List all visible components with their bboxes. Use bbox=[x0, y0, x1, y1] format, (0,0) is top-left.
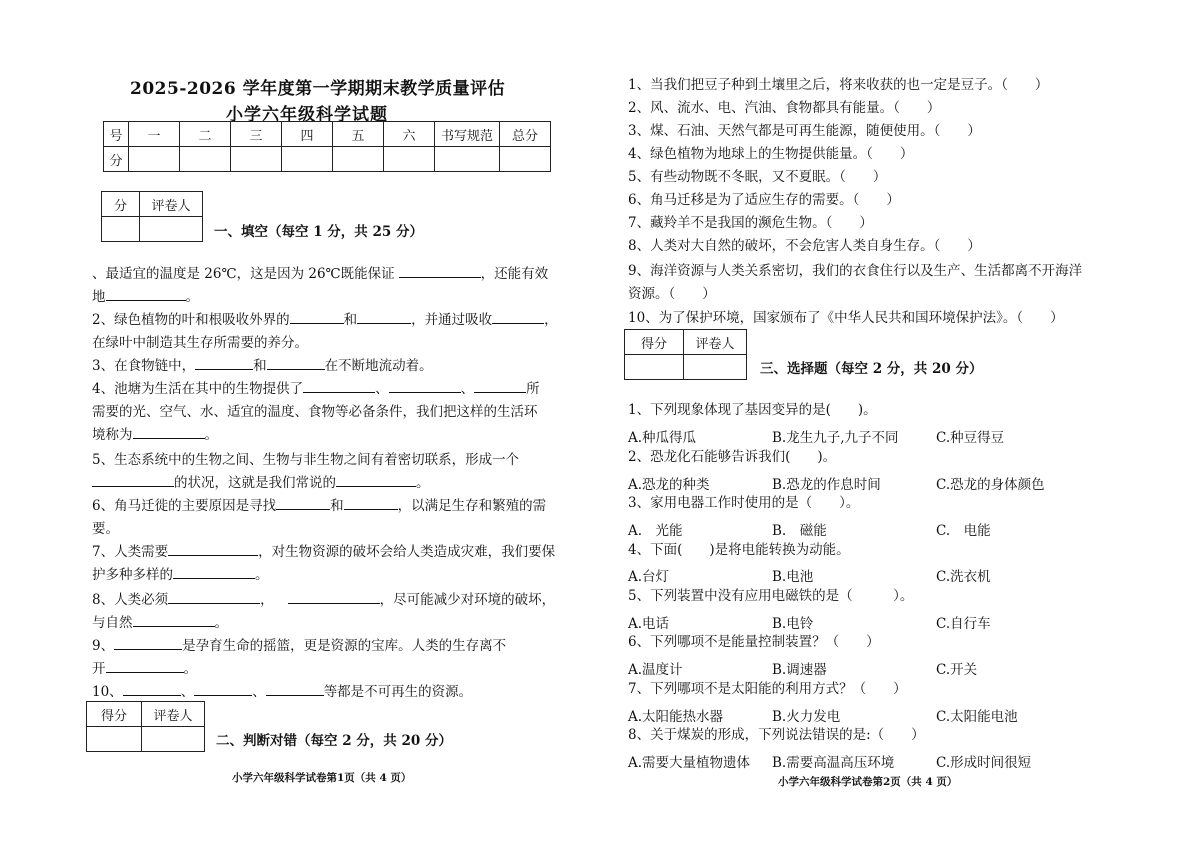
answer-blank[interactable] bbox=[106, 658, 184, 673]
answer-blank[interactable] bbox=[290, 309, 344, 324]
answer-blank[interactable] bbox=[336, 472, 416, 487]
grader-label: 评卷人 bbox=[140, 192, 203, 217]
judge-question-8: 8、人类对大自然的破坏，不会危害人类自身生存。（ ） bbox=[628, 238, 981, 254]
grader-label: 评卷人 bbox=[684, 330, 747, 355]
choice-option-b[interactable]: B.电池 bbox=[772, 569, 814, 585]
score-cell[interactable] bbox=[384, 147, 435, 172]
fill-question-7: 7、人类需要 ，对生物资源的破坏会给人类造成灾难，我们要保 bbox=[92, 541, 555, 563]
score-col-writing: 书写规范 bbox=[435, 122, 500, 147]
fill-question-5: 5、生态系统中的生物之间、生物与非生物之间有着密切联系，形成一个 bbox=[92, 452, 520, 468]
choice-question-3: 3、家用电器工作时使用的是（ ）。 bbox=[628, 495, 860, 511]
judge-question-5: 5、有些动物既不冬眠，又不夏眠。（ ） bbox=[628, 169, 887, 185]
choice-option-b[interactable]: B.需要高温高压环境 bbox=[772, 755, 895, 771]
answer-blank[interactable] bbox=[389, 378, 461, 393]
choice-option-a[interactable]: A.恐龙的种类 bbox=[628, 477, 710, 493]
answer-blank[interactable] bbox=[92, 472, 174, 487]
choice-question-7: 7、下列哪项不是太阳能的利用方式？（ ） bbox=[628, 681, 907, 697]
score-cell[interactable] bbox=[180, 147, 231, 172]
judge-question-2: 2、风、流水、电、汽油、食物都具有能量。（ ） bbox=[628, 100, 941, 116]
grader-box-1 bbox=[101, 191, 203, 242]
answer-blank[interactable] bbox=[194, 681, 252, 696]
choice-option-c[interactable]: C.自行车 bbox=[936, 616, 991, 632]
score-table-value-row bbox=[104, 147, 551, 172]
choice-option-c[interactable]: C.洗衣机 bbox=[936, 569, 991, 585]
score-col-1: 一 bbox=[129, 122, 180, 147]
answer-blank[interactable] bbox=[357, 309, 411, 324]
grader-score-cell[interactable] bbox=[625, 355, 684, 380]
choice-question-5: 5、下列装置中没有应用电磁铁的是（ ）。 bbox=[628, 588, 914, 604]
grader-score-label: 分 bbox=[102, 192, 140, 217]
answer-blank[interactable] bbox=[195, 355, 253, 370]
fill-question-6: 6、角马迁徙的主要原因是寻找 和 ，以满足生存和繁殖的需 bbox=[92, 495, 546, 517]
judge-question-10: 10、为了保护环境，国家颁布了《中华人民共和国环境保护法》。（ ） bbox=[628, 310, 1064, 326]
answer-blank[interactable] bbox=[276, 495, 330, 510]
answer-blank[interactable] bbox=[399, 263, 481, 278]
choice-option-a[interactable]: A.台灯 bbox=[628, 569, 670, 585]
score-col-4: 四 bbox=[282, 122, 333, 147]
score-cell[interactable] bbox=[129, 147, 180, 172]
choice-option-a[interactable]: A.种瓜得瓜 bbox=[628, 430, 697, 446]
fill-question-10: 10、 、 、 等都是不可再生的资源。 bbox=[92, 681, 472, 703]
exam-title: 2025-2026 学年度第一学期期末教学质量评估 bbox=[130, 79, 506, 99]
score-col-6: 六 bbox=[384, 122, 435, 147]
answer-blank[interactable] bbox=[133, 612, 215, 627]
score-summary-table bbox=[103, 121, 551, 172]
score-col-2: 二 bbox=[180, 122, 231, 147]
grader-score-cell[interactable] bbox=[87, 727, 142, 752]
fill-question-4-end: 境称为 。 bbox=[92, 424, 218, 446]
grader-name-cell[interactable] bbox=[140, 217, 203, 242]
exam-subtitle: 小学六年级科学试题 bbox=[226, 105, 388, 125]
score-col-total: 总分 bbox=[500, 122, 551, 147]
score-cell[interactable] bbox=[500, 147, 551, 172]
score-cell[interactable] bbox=[435, 147, 500, 172]
answer-blank[interactable] bbox=[303, 378, 375, 393]
score-col-label: 号 bbox=[104, 122, 129, 147]
fill-question-1: 、最适宜的温度是 26℃，这是因为 26℃既能保证 ，还能有效 bbox=[92, 263, 548, 285]
fill-question-4-cont: 需要的光、空气、水、适宜的温度、食物等必备条件，我们把这样的生活环 bbox=[92, 404, 538, 420]
answer-blank[interactable] bbox=[492, 309, 544, 324]
fill-question-8: 8、人类必须 ， ，尽可能减少对环境的破坏， bbox=[92, 589, 555, 611]
fill-question-4: 4、池塘为生活在其中的生物提供了 、 、 所 bbox=[92, 378, 540, 400]
judge-question-9: 9、海洋资源与人类关系密切，我们的衣食住行以及生产、生活都离不开海洋 bbox=[628, 263, 1083, 279]
fill-question-8-cont: 与自然 。 bbox=[92, 612, 228, 634]
choice-option-b[interactable]: B.恐龙的作息时间 bbox=[772, 477, 881, 493]
choice-option-a[interactable]: A.太阳能热水器 bbox=[628, 709, 724, 725]
answer-blank[interactable] bbox=[123, 681, 181, 696]
choice-question-2: 2、恐龙化石能够告诉我们( )。 bbox=[628, 449, 837, 465]
score-cell[interactable] bbox=[231, 147, 282, 172]
answer-blank[interactable] bbox=[344, 495, 398, 510]
fill-question-9-cont: 开 。 bbox=[92, 658, 197, 680]
answer-blank[interactable] bbox=[288, 589, 380, 604]
choice-option-a[interactable]: A.需要大量植物遗体 bbox=[628, 755, 751, 771]
choice-option-c[interactable]: C.太阳能电池 bbox=[936, 709, 1018, 725]
exam-page-2 bbox=[600, 0, 1200, 849]
choice-question-8: 8、关于煤炭的形成，下列说法错误的是:（ ） bbox=[628, 727, 925, 743]
score-cell[interactable] bbox=[333, 147, 384, 172]
judge-question-7: 7、藏羚羊不是我国的濒危生物。（ ） bbox=[628, 215, 873, 231]
answer-blank[interactable] bbox=[114, 635, 182, 650]
grader-name-cell[interactable] bbox=[142, 727, 205, 752]
choice-option-c[interactable]: C.种豆得豆 bbox=[936, 430, 1005, 446]
score-col-5: 五 bbox=[333, 122, 384, 147]
choice-option-b[interactable]: B. 磁能 bbox=[772, 523, 827, 539]
choice-option-b[interactable]: B.调速器 bbox=[772, 662, 827, 678]
answer-blank[interactable] bbox=[266, 681, 324, 696]
choice-question-4: 4、下面( )是将电能转换为动能。 bbox=[628, 542, 850, 558]
grader-score-cell[interactable] bbox=[102, 217, 140, 242]
answer-blank[interactable] bbox=[106, 286, 186, 301]
judge-question-3: 3、煤、石油、天然气都是可再生能源，随便使用。（ ） bbox=[628, 123, 981, 139]
fill-question-2-cont: 在绿叶中制造其生存所需要的养分。 bbox=[92, 335, 308, 351]
judge-question-1: 1、当我们把豆子种到土壤里之后，将来收获的也一定是豆子。（ ） bbox=[628, 77, 1049, 93]
page-footer: 小学六年级科学试卷第1页（共 4 页） bbox=[232, 772, 412, 784]
fill-question-2: 2、绿色植物的叶和根吸收外界的 和 ，并通过吸收 ， bbox=[92, 309, 558, 331]
answer-blank[interactable] bbox=[173, 564, 255, 579]
grader-score-label: 得分 bbox=[87, 702, 142, 727]
choice-option-b[interactable]: B.龙生九子,九子不同 bbox=[772, 430, 899, 446]
grader-box-2 bbox=[86, 701, 205, 752]
fill-question-6-cont: 要。 bbox=[92, 521, 119, 537]
choice-option-c[interactable]: C.开关 bbox=[936, 662, 978, 678]
judge-question-6: 6、角马迁移是为了适应生存的需要。（ ） bbox=[628, 192, 900, 208]
page-footer: 小学六年级科学试卷第2页（共 4 页） bbox=[778, 776, 958, 788]
answer-blank[interactable] bbox=[133, 424, 205, 439]
fill-question-5-cont: 的状况，这就是我们常说的 。 bbox=[92, 472, 430, 494]
choice-option-c[interactable]: C.形成时间很短 bbox=[936, 755, 1032, 771]
choice-option-b[interactable]: B.火力发电 bbox=[772, 709, 841, 725]
fill-question-7-cont: 护多种多样的 。 bbox=[92, 564, 269, 586]
grader-label: 评卷人 bbox=[142, 702, 205, 727]
fill-question-3: 3、在食物链中， 和 在不断地流动着。 bbox=[92, 355, 433, 377]
answer-blank[interactable] bbox=[168, 541, 258, 556]
choice-option-a[interactable]: A.温度计 bbox=[628, 662, 683, 678]
choice-option-b[interactable]: B.电铃 bbox=[772, 616, 814, 632]
choice-question-1: 1、下列现象体现了基因变异的是( )。 bbox=[628, 402, 877, 418]
answer-blank[interactable] bbox=[168, 589, 260, 604]
score-row-label: 分 bbox=[104, 147, 129, 172]
grader-score-label: 得分 bbox=[625, 330, 684, 355]
section-judge-title: 二、判断对错（每空 2 分，共 20 分） bbox=[216, 733, 452, 749]
score-table-header-row bbox=[104, 122, 551, 147]
answer-blank[interactable] bbox=[474, 378, 526, 393]
fill-question-1-cont: 地 。 bbox=[92, 286, 199, 308]
score-col-3: 三 bbox=[231, 122, 282, 147]
answer-blank[interactable] bbox=[267, 355, 325, 370]
choice-option-c[interactable]: C. 电能 bbox=[936, 523, 991, 539]
grader-box-3 bbox=[624, 329, 747, 380]
judge-question-4: 4、绿色植物为地球上的生物提供能量。（ ） bbox=[628, 146, 914, 162]
choice-option-a[interactable]: A.电话 bbox=[628, 616, 670, 632]
fill-question-9: 9、 是孕育生命的摇篮，更是资源的宝库。人类的生存离不 bbox=[92, 635, 506, 657]
score-cell[interactable] bbox=[282, 147, 333, 172]
grader-name-cell[interactable] bbox=[684, 355, 747, 380]
choice-question-6: 6、下列哪项不是能量控制装置？（ ） bbox=[628, 634, 880, 650]
choice-option-a[interactable]: A. 光能 bbox=[628, 523, 683, 539]
judge-question-9-cont: 资源。（ ） bbox=[628, 286, 716, 302]
choice-option-c[interactable]: C.恐龙的身体颜色 bbox=[936, 477, 1045, 493]
section-fill-title: 一、填空（每空 1 分，共 25 分） bbox=[214, 224, 423, 240]
section-choice-title: 三、选择题（每空 2 分，共 20 分） bbox=[760, 361, 983, 377]
